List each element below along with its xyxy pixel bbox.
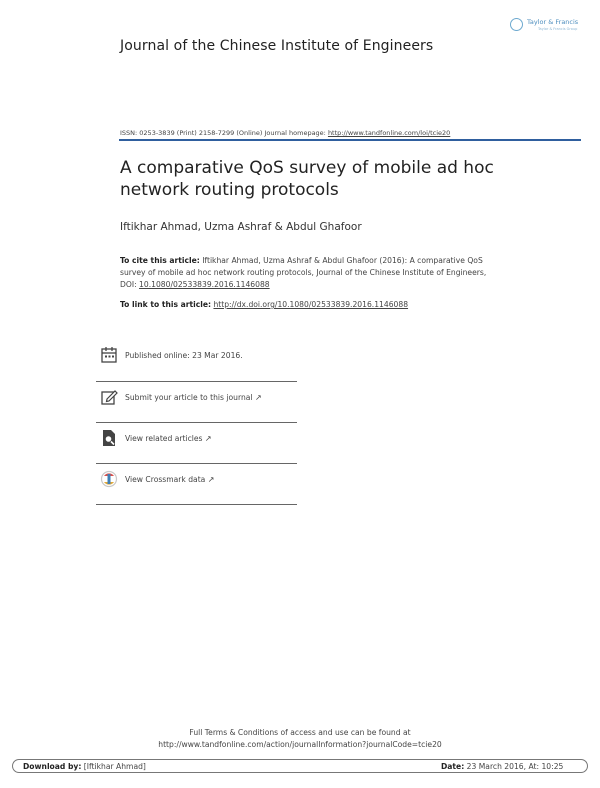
download-date (441, 762, 563, 771)
published-online-item (96, 340, 297, 381)
download-date-value: 23 March 2016, At: 10:25 (464, 762, 564, 771)
downloaded-by (23, 762, 146, 771)
publisher-logo-tagline: Taylor & Francis Group (538, 27, 578, 31)
article-authors: Iftikhar Ahmad, Uzma Ashraf & Abdul Ghafoor (120, 221, 362, 233)
journal-title: Journal of the Chinese Institute of Engineers (120, 38, 434, 54)
external-link-icon: ↗ (204, 434, 212, 443)
download-info-bar (12, 759, 588, 773)
citation-label: To cite this article: (120, 256, 200, 265)
related-articles-link[interactable] (96, 423, 297, 464)
menu-divider (96, 504, 297, 505)
related-articles-text (125, 434, 212, 443)
publisher-logo[interactable] (510, 17, 590, 39)
document-search-icon (100, 429, 118, 447)
article-title: A comparative QoS survey of mobile ad hoc network routing protocols (120, 158, 494, 200)
calendar-icon (100, 346, 118, 364)
logo-ring-icon (510, 18, 523, 31)
citation-block (120, 255, 500, 292)
crossmark-data-text (125, 475, 214, 484)
terms-line: Full Terms & Conditions of access and use can be found at (189, 728, 411, 737)
article-link-line (120, 300, 408, 309)
external-link-icon: ↗ (207, 475, 215, 484)
downloaded-by-value: [Iftikhar Ahmad] (81, 762, 146, 771)
external-link-icon: ↗ (254, 393, 262, 402)
crossmark-data-label: View Crossmark data (125, 475, 206, 484)
header-divider (119, 139, 581, 141)
crossmark-data-link[interactable] (96, 464, 297, 505)
published-online-text: Published online: 23 Mar 2016. (125, 351, 243, 360)
submit-article-label: Submit your article to this journal (125, 393, 253, 402)
journal-homepage-link[interactable]: http://www.tandfonline.com/loi/tcie20 (327, 129, 451, 137)
submit-article-text (125, 393, 262, 402)
terms-notice (0, 727, 600, 750)
edit-icon (100, 388, 118, 406)
issn-line (120, 129, 450, 137)
citation-doi-link[interactable]: 10.1080/02533839.2016.1146088 (139, 280, 270, 290)
issn-text: ISSN: 0253-3839 (Print) 2158-7299 (Online) Journal homepage: (120, 129, 328, 137)
citation-text: Iftikhar Ahmad, Uzma Ashraf & Abdul Ghafoor (2016): A comparative QoS survey of mobile ad hoc network routing protocols, Journal of the Chinese Institute of Engineers, DOI: (120, 256, 487, 290)
submit-article-link[interactable] (96, 382, 297, 423)
publisher-logo-name: Taylor & Francis (527, 18, 579, 26)
article-link-label: To link to this article: (120, 300, 212, 309)
related-articles-label: View related articles (125, 434, 203, 443)
downloaded-by-label: Download by: (23, 762, 82, 771)
terms-url[interactable]: http://www.tandfonline.com/action/journalInformation?journalCode=tcie20 (158, 739, 442, 749)
article-doi-url[interactable]: http://dx.doi.org/10.1080/02533839.2016.1146088 (213, 300, 409, 309)
crossmark-icon (100, 470, 118, 488)
download-date-label: Date: (441, 762, 465, 771)
